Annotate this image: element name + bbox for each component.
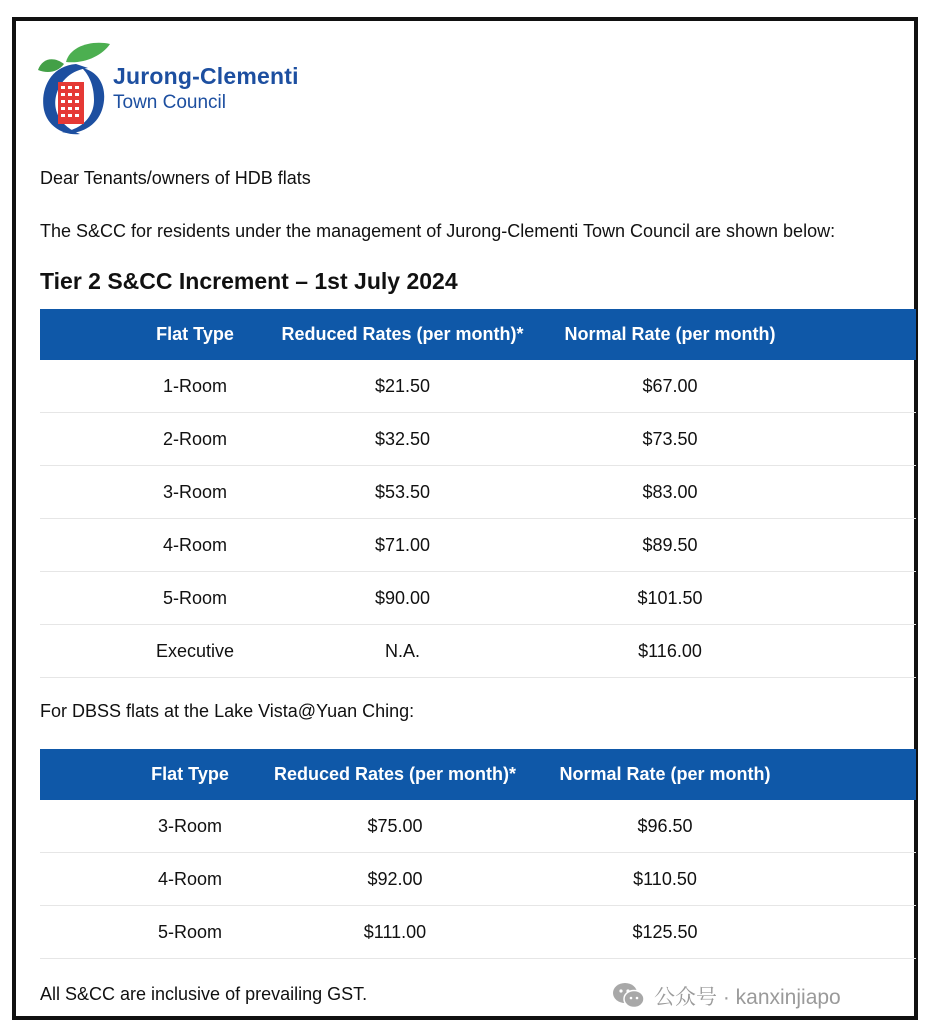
wechat-icon — [612, 982, 646, 1010]
header-flat-type: Flat Type — [156, 324, 234, 344]
reduced-rate-cell: $53.50 — [374, 481, 431, 502]
logo-text — [113, 65, 299, 112]
reduced-rate-cell: $32.50 — [374, 428, 431, 449]
flat-type-cell: 3-Room — [162, 481, 228, 502]
table-row — [40, 906, 916, 959]
normal-rate-cell: $73.50 — [642, 428, 698, 449]
table-row — [40, 466, 916, 519]
header-reduced-rates: Reduced Rates (per month)* — [273, 764, 517, 784]
normal-rate-cell: $89.50 — [642, 534, 698, 555]
flat-type-cell: Executive — [155, 640, 235, 661]
table-header-row — [40, 749, 916, 800]
header-normal-rate: Normal Rate (per month) — [564, 324, 776, 344]
table-header-row — [40, 309, 916, 360]
normal-rate-cell: $83.00 — [642, 481, 698, 502]
table-row — [40, 519, 916, 572]
normal-rate-cell: $116.00 — [638, 640, 702, 661]
reduced-rate-cell: $71.00 — [374, 534, 431, 555]
normal-rate-cell: $96.50 — [637, 815, 693, 836]
logo-name-line1: Jurong-Clementi — [113, 63, 299, 89]
header-normal-rate: Normal Rate (per month) — [559, 764, 771, 784]
normal-rate-cell: $67.00 — [642, 375, 698, 396]
table-row — [40, 572, 916, 625]
reduced-rate-cell: $21.50 — [374, 375, 431, 396]
flat-type-cell: 5-Room — [162, 587, 228, 608]
normal-rate-cell: $125.50 — [632, 921, 698, 942]
dbss-note: For DBSS flats at the Lake Vista@Yuan Ching: — [40, 701, 415, 721]
flat-type-cell: 5-Room — [157, 921, 223, 942]
watermark — [612, 982, 841, 1010]
logo-name-line2: Town Council — [113, 92, 226, 113]
table-row — [40, 413, 916, 466]
flat-type-cell: 1-Room — [162, 375, 228, 396]
table-row — [40, 800, 916, 853]
flat-type-cell: 2-Room — [162, 428, 228, 449]
reduced-rate-cell: N.A. — [384, 640, 420, 661]
gst-note: All S&CC are inclusive of prevailing GST. — [40, 984, 368, 1004]
intro-description: The S&CC for residents under the management of Jurong-Clementi Town Council are shown below: — [40, 221, 836, 241]
normal-rate-cell: $101.50 — [637, 587, 703, 608]
table-row — [40, 625, 916, 678]
header-reduced-rates: Reduced Rates (per month)* — [281, 324, 524, 344]
table-row — [40, 360, 916, 413]
flat-type-cell: 4-Room — [157, 868, 223, 889]
watermark-text: 公众号 · kanxinjiapo — [654, 986, 841, 1009]
dbss-rates-table — [40, 749, 916, 959]
flat-type-cell: 4-Room — [162, 534, 228, 555]
normal-rate-cell: $110.50 — [633, 868, 697, 889]
town-council-logo — [36, 40, 316, 140]
reduced-rate-cell: $90.00 — [374, 587, 431, 608]
page-heading: Tier 2 S&CC Increment – 1st July 2024 — [40, 268, 458, 294]
flat-type-cell: 3-Room — [157, 815, 223, 836]
rates-table — [40, 309, 916, 678]
reduced-rate-cell: $92.00 — [367, 868, 423, 889]
header-flat-type: Flat Type — [151, 764, 229, 784]
table-row — [40, 853, 916, 906]
logo-emblem-icon — [36, 40, 114, 140]
greeting-text: Dear Tenants/owners of HDB flats — [40, 168, 311, 188]
reduced-rate-cell: $111.00 — [363, 921, 427, 942]
reduced-rate-cell: $75.00 — [367, 815, 423, 836]
